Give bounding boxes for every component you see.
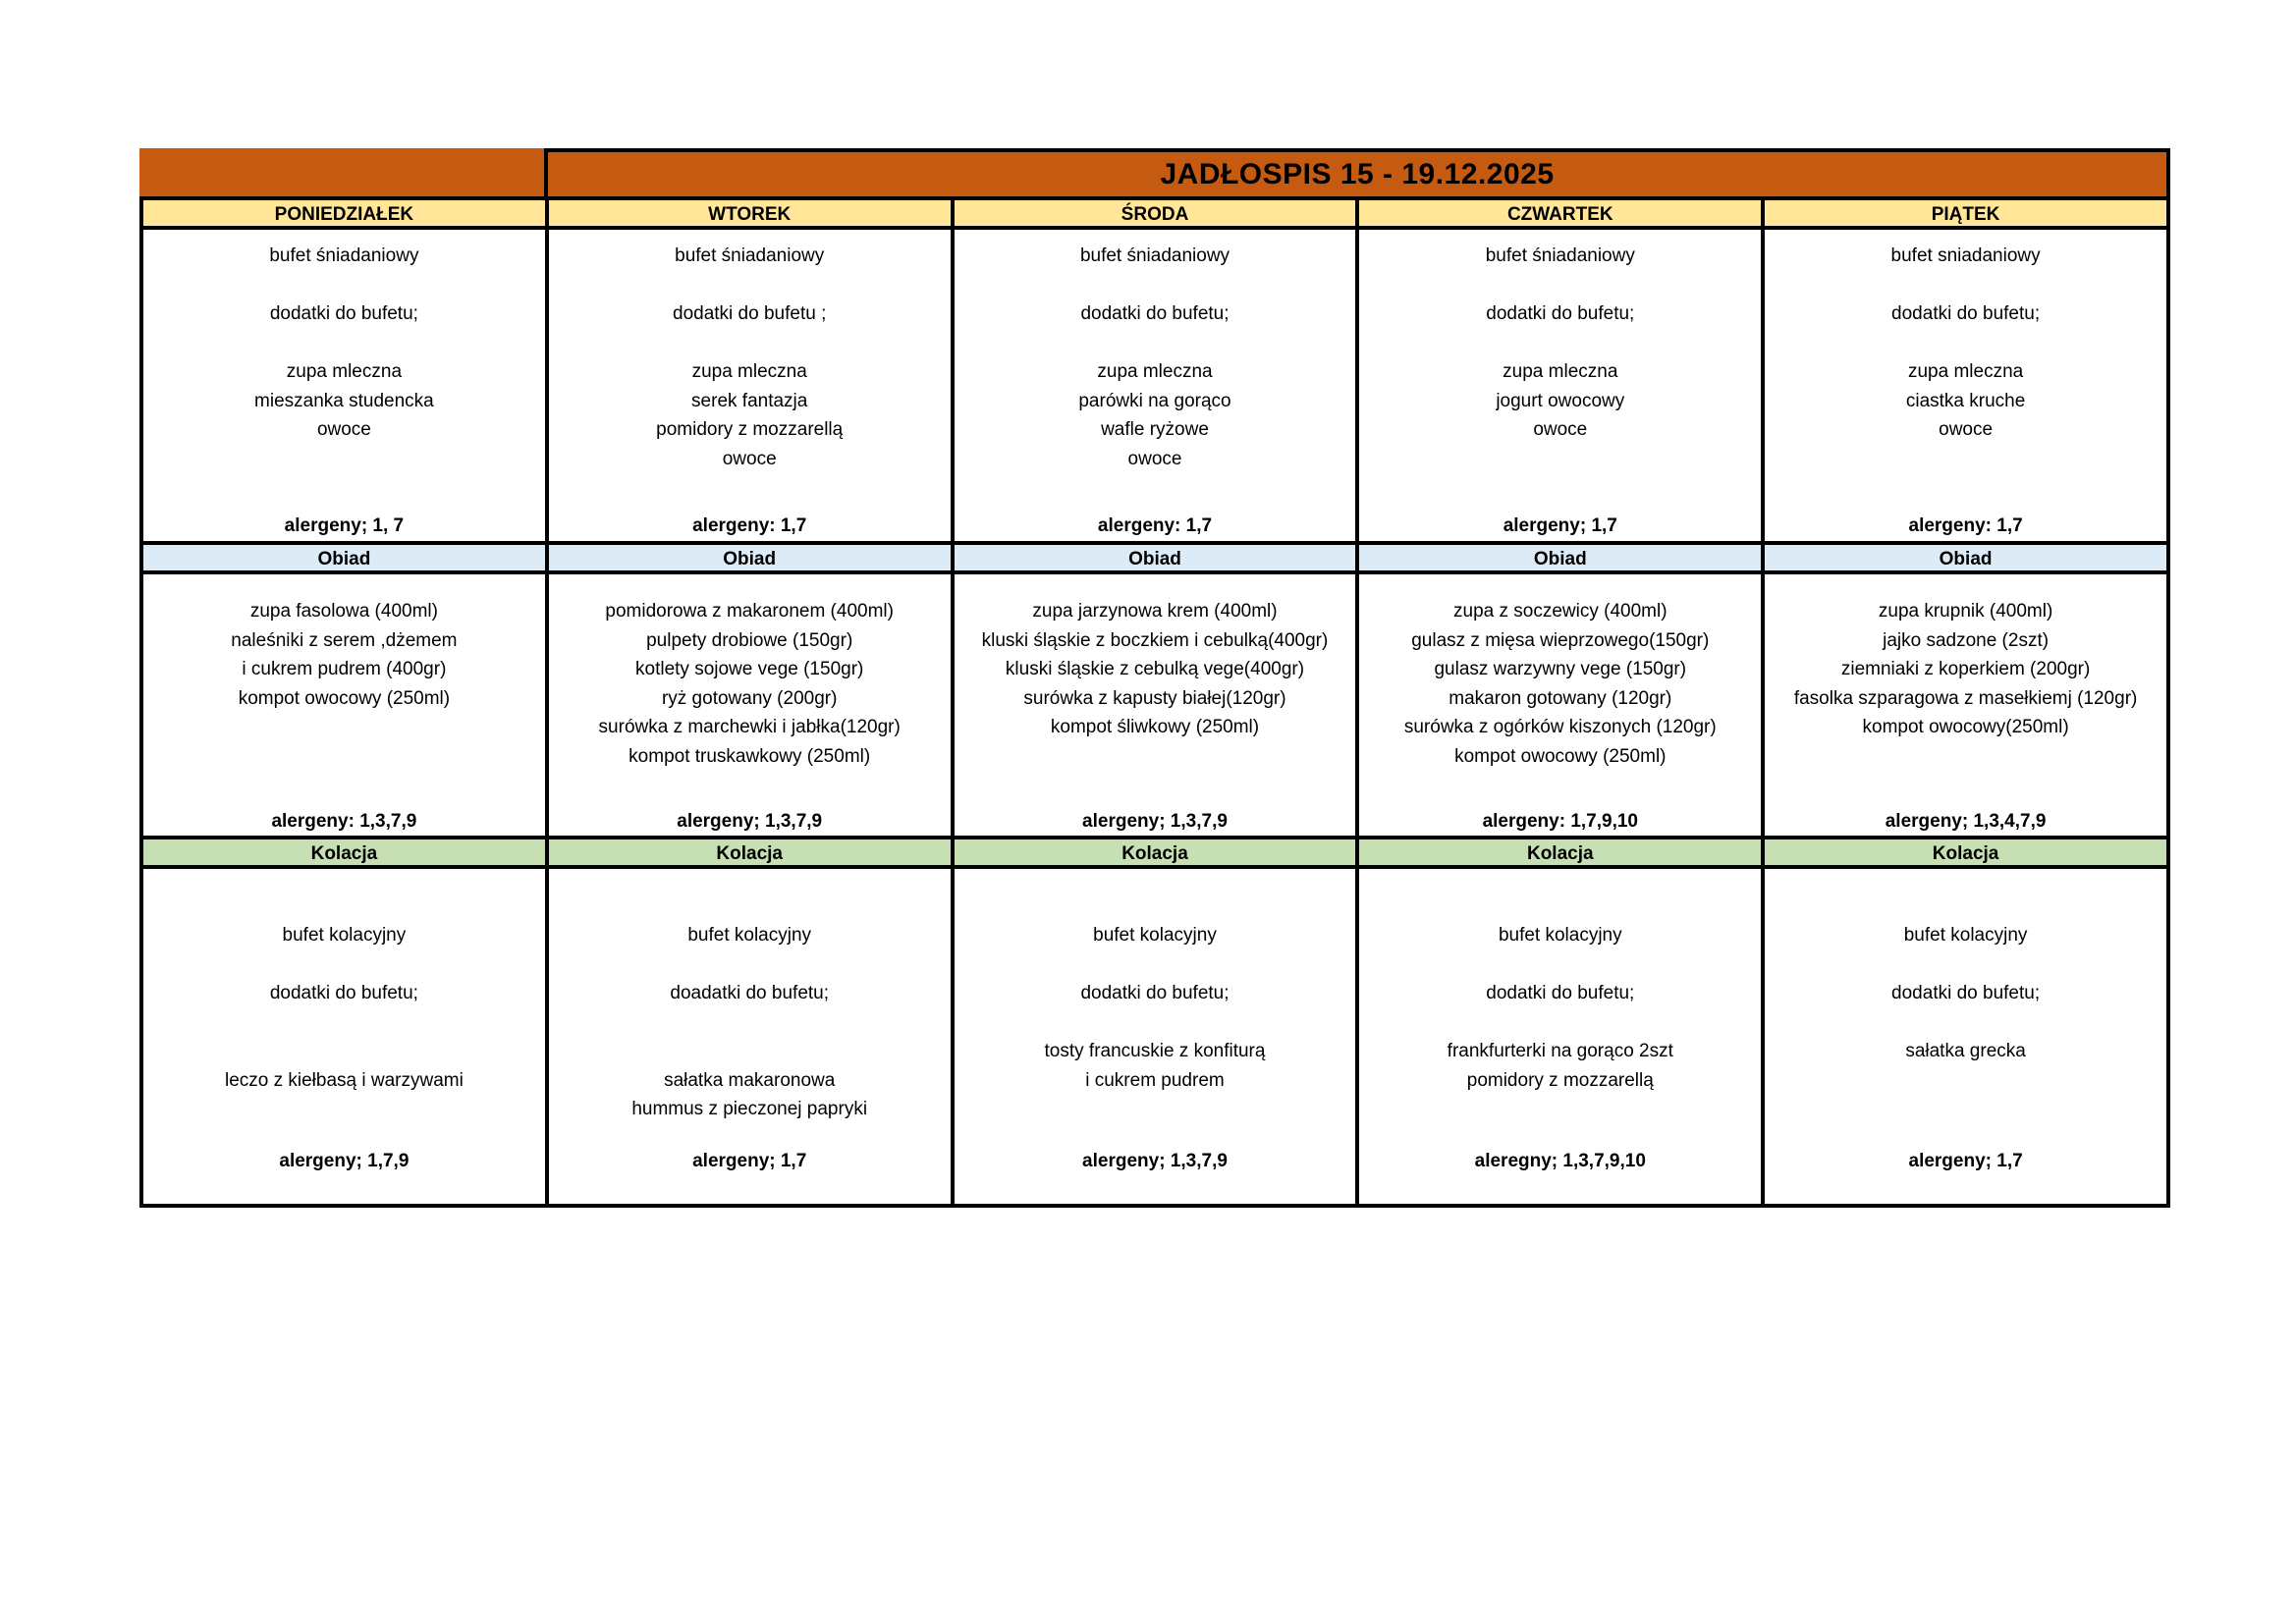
lunch-items	[549, 597, 951, 771]
menu-item: kotlety sojowe vege (150gr)	[635, 659, 864, 679]
menu-item: frankfurterki na gorąco 2szt	[1447, 1041, 1673, 1061]
menu-item: bufet kolacyjny	[687, 925, 812, 946]
menu-item	[1359, 1008, 1761, 1038]
menu-item: bufet śniadaniowy	[1079, 245, 1230, 266]
title-row	[139, 148, 2170, 196]
allergens-label: alergeny: 1,7	[1097, 514, 1213, 536]
supper-header: Kolacja	[1765, 836, 2166, 865]
menu-item: zupa jarzynowa krem (400ml)	[1032, 601, 1278, 622]
menu-item: ziemniaki z koperkiem (200gr)	[1840, 659, 2091, 679]
allergens-label: alergeny: 1,3,7,9	[271, 810, 417, 832]
menu-item: dodatki do bufetu;	[1486, 303, 1635, 324]
menu-item	[1765, 329, 2166, 358]
allergens-label: alergeny; 1,3,7,9	[1082, 810, 1228, 832]
menu-item	[549, 1008, 951, 1038]
supper-row	[143, 865, 2166, 1204]
menu-item: parówki na gorąco	[1078, 390, 1231, 411]
supper-header: Kolacja	[143, 836, 549, 865]
supper-header-row	[143, 836, 2166, 865]
day-header-tuesday: WTOREK	[549, 196, 955, 226]
allergens-label: aleregny; 1,3,7,9,10	[1474, 1150, 1646, 1171]
menu-item: bufet śniadaniowy	[1485, 245, 1635, 266]
supper-items	[549, 921, 951, 1124]
lunch-header: Obiad	[1765, 541, 2166, 570]
menu-item: zupa mleczna	[691, 361, 807, 382]
menu-item	[955, 329, 1356, 358]
lunch-cell	[1359, 570, 1765, 836]
menu-item: owoce	[1939, 419, 1994, 440]
menu-item: hummus z pieczonej papryki	[631, 1099, 868, 1119]
menu-title: JADŁOSPIS 15 - 19.12.2025	[544, 148, 2170, 196]
menu-item: kompot śliwkowy (250ml)	[1050, 717, 1260, 737]
lunch-items	[1765, 597, 2166, 742]
menu-item: pulpety drobiowe (150gr)	[646, 629, 853, 651]
allergens-label: alergeny; 1, 7	[284, 514, 405, 536]
title-spacer	[139, 148, 544, 196]
day-header-friday: PIĄTEK	[1765, 196, 2166, 226]
day-header-row	[143, 196, 2166, 226]
menu-item: i cukrem pudrem	[1085, 1069, 1225, 1091]
menu-item: fasolka szparagowa z masełkiemj (120gr)	[1793, 687, 2138, 709]
menu-item	[1359, 271, 1761, 300]
menu-item: leczo z kiełbasą i warzywami	[224, 1069, 464, 1091]
allergens-label: alergeny; 1,3,7,9	[1082, 1150, 1228, 1171]
allergens-label: alergeny: 1,7	[1908, 514, 2023, 536]
lunch-cell	[549, 570, 955, 836]
menu-item: sałatka grecka	[1905, 1041, 2026, 1061]
menu-item: zupa fasolowa (400ml)	[249, 601, 438, 622]
menu-item: pomidory z mozzarellą	[1466, 1069, 1654, 1091]
breakfast-items	[549, 242, 951, 473]
menu-item: makaron gotowany (120gr)	[1449, 687, 1672, 709]
menu-item: kompot truskawkowy (250ml)	[629, 745, 871, 767]
menu-item: kluski śląskie z boczkiem i cebulką(400gr)	[981, 629, 1329, 651]
lunch-items	[955, 597, 1356, 742]
menu-item: surówka z ogórków kiszonych (120gr)	[1403, 717, 1717, 737]
menu-grid	[139, 196, 2170, 1208]
menu-item: bufet sniadaniowy	[1890, 245, 2041, 266]
menu-item: zupa krupnik (400ml)	[1878, 601, 2053, 622]
day-header-monday: PONIEDZIAŁEK	[143, 196, 549, 226]
menu-item	[143, 1008, 545, 1038]
menu-item: kompot owocowy(250ml)	[1862, 717, 2069, 737]
menu-item: bufet kolacyjny	[1903, 925, 2028, 946]
allergens-label: alergeny; 1,7	[692, 1150, 807, 1171]
menu-item: zupa mleczna	[1503, 361, 1618, 382]
allergens-label: alergeny; 1,3,7,9	[677, 810, 823, 832]
menu-item: surówka z marchewki i jabłka(120gr)	[598, 717, 901, 737]
allergens-label: alergeny; 1,7	[1503, 514, 1617, 536]
menu-item: gulasz warzywny vege (150gr)	[1434, 659, 1687, 679]
menu-item: gulasz z mięsa wieprzowego(150gr)	[1411, 629, 1710, 651]
menu-item: owoce	[722, 448, 777, 469]
menu-item	[549, 950, 951, 980]
lunch-header: Obiad	[143, 541, 549, 570]
menu-item: bufet kolacyjny	[1093, 925, 1217, 946]
supper-cell	[955, 865, 1360, 1204]
menu-item: dodatki do bufetu ;	[673, 303, 827, 324]
menu-item	[955, 950, 1356, 980]
breakfast-items	[1765, 242, 2166, 445]
menu-item: serek fantazja	[691, 390, 808, 411]
lunch-cell	[1765, 570, 2166, 836]
menu-item: bufet kolacyjny	[282, 925, 407, 946]
allergens-label: alergeny: 1,7,9,10	[1482, 810, 1638, 832]
menu-item: jajko sadzone (2szt)	[1883, 629, 2050, 651]
supper-items	[143, 921, 545, 1095]
menu-item: dodatki do bufetu;	[1891, 303, 2041, 324]
supper-items	[955, 921, 1356, 1095]
breakfast-items	[143, 242, 545, 445]
supper-header: Kolacja	[955, 836, 1360, 865]
menu-item	[1359, 329, 1761, 358]
menu-item: zupa mleczna	[286, 361, 403, 382]
supper-cell	[143, 865, 549, 1204]
menu-item	[143, 271, 545, 300]
menu-item: bufet śniadaniowy	[675, 245, 825, 266]
menu-item: kompot owocowy (250ml)	[1454, 745, 1667, 767]
menu-item: pomidory z mozzarellą	[656, 419, 844, 440]
breakfast-items	[955, 242, 1356, 473]
menu-item: i cukrem pudrem (400gr)	[242, 659, 447, 679]
day-header-thursday: CZWARTEK	[1359, 196, 1765, 226]
menu-item: dodatki do bufetu;	[1891, 983, 2041, 1003]
lunch-header: Obiad	[549, 541, 955, 570]
allergens-label: alergeny: 1,7	[692, 514, 807, 536]
lunch-row	[143, 570, 2166, 836]
supper-cell	[549, 865, 955, 1204]
menu-item: naleśniki z serem ,dżemem	[231, 629, 458, 651]
menu-item: kompot owocowy (250ml)	[238, 687, 451, 709]
lunch-cell	[143, 570, 549, 836]
menu-item: kluski śląskie z cebulką vege(400gr)	[1005, 659, 1305, 679]
menu-item: ryż gotowany (200gr)	[661, 687, 838, 709]
lunch-header: Obiad	[955, 541, 1360, 570]
menu-item: owoce	[1533, 419, 1588, 440]
menu-sheet	[139, 148, 2170, 1208]
supper-cell	[1765, 865, 2166, 1204]
lunch-items	[1359, 597, 1761, 771]
menu-item	[955, 271, 1356, 300]
menu-item: zupa z soczewicy (400ml)	[1453, 601, 1667, 622]
menu-item: dodatki do bufetu;	[1080, 983, 1230, 1003]
breakfast-cell	[549, 226, 955, 541]
lunch-cell	[955, 570, 1360, 836]
lunch-items	[143, 597, 545, 713]
lunch-header-row	[143, 541, 2166, 570]
supper-header: Kolacja	[1359, 836, 1765, 865]
menu-item: mieszanka studencka	[254, 390, 434, 411]
day-header-wednesday: ŚRODA	[955, 196, 1360, 226]
allergens-label: alergeny; 1,7	[1908, 1150, 2023, 1171]
menu-item	[143, 950, 545, 980]
allergens-label: alergeny; 1,7,9	[279, 1150, 410, 1171]
menu-item	[143, 329, 545, 358]
menu-item	[1765, 271, 2166, 300]
menu-item: doadatki do bufetu;	[670, 983, 830, 1003]
menu-item: bufet kolacyjny	[1498, 925, 1622, 946]
breakfast-items	[1359, 242, 1761, 445]
supper-cell	[1359, 865, 1765, 1204]
menu-item: zupa mleczna	[1097, 361, 1213, 382]
menu-item: ciastka kruche	[1905, 390, 2026, 411]
breakfast-cell	[1359, 226, 1765, 541]
lunch-header: Obiad	[1359, 541, 1765, 570]
menu-item: dodatki do bufetu;	[269, 983, 418, 1003]
menu-item: sałatka makaronowa	[664, 1069, 836, 1091]
breakfast-row	[143, 226, 2166, 541]
menu-item: jogurt owocowy	[1496, 390, 1625, 411]
menu-item	[549, 1037, 951, 1066]
menu-item	[549, 271, 951, 300]
menu-item	[1765, 950, 2166, 980]
allergens-label: alergeny; 1,3,4,7,9	[1885, 810, 2047, 832]
supper-items	[1765, 921, 2166, 1066]
menu-item: zupa mleczna	[1907, 361, 2024, 382]
menu-item: owoce	[1127, 448, 1182, 469]
supper-items	[1359, 921, 1761, 1095]
menu-item: dodatki do bufetu;	[1486, 983, 1635, 1003]
supper-header: Kolacja	[549, 836, 955, 865]
menu-item: tosty francuskie z konfiturą	[1044, 1041, 1266, 1061]
breakfast-cell	[143, 226, 549, 541]
menu-item: wafle ryżowe	[1101, 419, 1209, 440]
menu-item	[955, 1008, 1356, 1038]
menu-item	[1359, 950, 1761, 980]
menu-item: pomidorowa z makaronem (400ml)	[605, 601, 894, 622]
menu-item	[549, 329, 951, 358]
breakfast-cell	[955, 226, 1360, 541]
menu-item: dodatki do bufetu;	[269, 303, 418, 324]
breakfast-cell	[1765, 226, 2166, 541]
menu-item: surówka z kapusty białej(120gr)	[1023, 687, 1286, 709]
menu-item: bufet śniadaniowy	[269, 245, 419, 266]
menu-item	[143, 1037, 545, 1066]
menu-item	[1765, 1008, 2166, 1038]
menu-item: dodatki do bufetu;	[1080, 303, 1230, 324]
menu-item: owoce	[316, 419, 371, 440]
